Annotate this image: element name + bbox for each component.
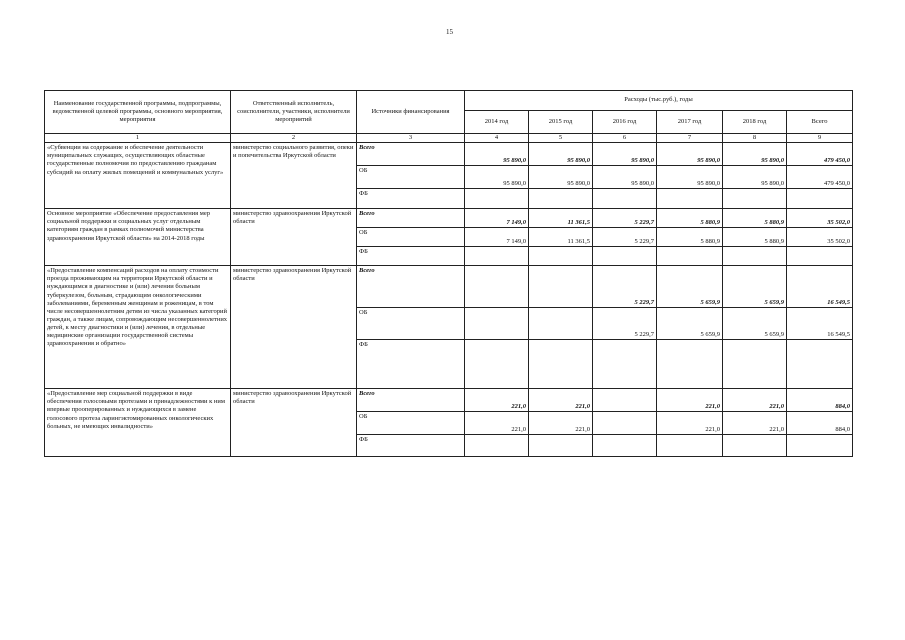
value-total-cell: 884,0: [787, 389, 853, 412]
value-cell: [465, 266, 529, 308]
column-number: 9: [787, 134, 853, 143]
source-federal-budget: ФБ: [357, 247, 465, 266]
value-cell: 5 659,9: [723, 308, 787, 340]
table-row: [45, 209, 853, 228]
value-cell: [465, 247, 529, 266]
value-cell: [657, 340, 723, 389]
table-row: [45, 143, 853, 166]
value-cell: [657, 189, 723, 209]
value-cell: [529, 266, 593, 308]
value-cell: 11 361,5: [529, 209, 593, 228]
value-total-cell: [787, 189, 853, 209]
value-total-cell: 479 450,0: [787, 166, 853, 189]
source-regional-budget: ОБ: [357, 412, 465, 435]
value-cell: [593, 412, 657, 435]
value-cell: 5 229,7: [593, 308, 657, 340]
column-number: 8: [723, 134, 787, 143]
source-total: Всего: [357, 266, 465, 308]
column-number: 7: [657, 134, 723, 143]
source-total: Всего: [357, 389, 465, 412]
value-total-cell: 35 502,0: [787, 209, 853, 228]
value-cell: 95 890,0: [657, 143, 723, 166]
executor-name: министерство здравоохранения Иркутской области: [231, 389, 357, 457]
source-regional-budget: ОБ: [357, 228, 465, 247]
value-cell: [723, 340, 787, 389]
value-cell: 7 149,0: [465, 228, 529, 247]
expenditure-table: [44, 90, 853, 457]
header-sources: Источники финансирования: [357, 91, 465, 134]
value-total-cell: 16 549,5: [787, 308, 853, 340]
value-cell: 11 361,5: [529, 228, 593, 247]
table-row: [45, 266, 853, 308]
value-total-cell: 35 502,0: [787, 228, 853, 247]
header-year: 2017 год: [657, 111, 723, 134]
value-cell: 95 890,0: [529, 143, 593, 166]
value-cell: [529, 435, 593, 457]
value-cell: 95 890,0: [593, 143, 657, 166]
value-cell: [465, 189, 529, 209]
value-cell: [529, 308, 593, 340]
value-cell: 5 229,7: [593, 228, 657, 247]
executor-name: министерство здравоохранения Иркутской области: [231, 209, 357, 266]
value-cell: [465, 340, 529, 389]
header-year: 2014 год: [465, 111, 529, 134]
value-cell: [593, 340, 657, 389]
source-total: Всего: [357, 209, 465, 228]
value-cell: [529, 340, 593, 389]
source-federal-budget: ФБ: [357, 435, 465, 457]
measure-name: «Субвенции на содержание и обеспечение деятельности муниципальных служащих, осуществляющих областные государственные полномочия по предоставлению гражданам субсидий на оплату жилых помещений и коммунальных услуг»: [45, 143, 231, 209]
value-cell: 221,0: [723, 389, 787, 412]
source-regional-budget: ОБ: [357, 308, 465, 340]
value-total-cell: 884,0: [787, 412, 853, 435]
column-number: 1: [45, 134, 231, 143]
value-cell: 221,0: [723, 412, 787, 435]
executor-name: министерство здравоохранения Иркутской области: [231, 266, 357, 389]
value-cell: 5 229,7: [593, 266, 657, 308]
value-cell: 221,0: [465, 389, 529, 412]
value-cell: 95 890,0: [593, 166, 657, 189]
value-cell: 95 890,0: [723, 143, 787, 166]
value-cell: [529, 189, 593, 209]
value-cell: [593, 389, 657, 412]
header-year: 2015 год: [529, 111, 593, 134]
value-cell: [723, 247, 787, 266]
value-total-cell: 479 450,0: [787, 143, 853, 166]
value-cell: 95 890,0: [465, 166, 529, 189]
header-year: 2016 год: [593, 111, 657, 134]
measure-name: Основное мероприятие «Обеспечение предоставления мер социальной поддержки и социальных услуг отдельным категориям граждан в рамках полномочий министерства здравоохранения Иркутской области» на 2014-2018 годы: [45, 209, 231, 266]
value-cell: [465, 308, 529, 340]
value-cell: 95 890,0: [465, 143, 529, 166]
value-cell: [593, 247, 657, 266]
column-number: 2: [231, 134, 357, 143]
value-cell: 95 890,0: [657, 166, 723, 189]
value-total-cell: 16 549,5: [787, 266, 853, 308]
header-total: Всего: [787, 111, 853, 134]
value-cell: 221,0: [657, 389, 723, 412]
value-cell: 221,0: [657, 412, 723, 435]
value-cell: 5 880,9: [723, 209, 787, 228]
column-number: 5: [529, 134, 593, 143]
value-cell: 5 659,9: [723, 266, 787, 308]
value-cell: 5 880,9: [657, 228, 723, 247]
value-cell: 5 880,9: [657, 209, 723, 228]
table-body: [45, 91, 853, 457]
value-cell: 95 890,0: [529, 166, 593, 189]
table-row: [45, 389, 853, 412]
column-number: 6: [593, 134, 657, 143]
value-cell: [529, 247, 593, 266]
value-cell: 221,0: [529, 412, 593, 435]
value-cell: 221,0: [529, 389, 593, 412]
value-cell: [465, 435, 529, 457]
value-cell: 221,0: [465, 412, 529, 435]
source-federal-budget: ФБ: [357, 189, 465, 209]
source-regional-budget: ОБ: [357, 166, 465, 189]
value-cell: [593, 189, 657, 209]
measure-name: «Предоставление мер социальной поддержки в виде обеспечения голосовыми протезами и принадлежностями к ним впервые проопериpованных и нуждающихся в замене голосового протеза ларингэктомированных онкологических больных, не имеющих инвалидности»: [45, 389, 231, 457]
value-cell: [723, 189, 787, 209]
executor-name: министерство социального развития, опеки и попечительства Иркутской области: [231, 143, 357, 209]
source-total: Всего: [357, 143, 465, 166]
value-cell: 95 890,0: [723, 166, 787, 189]
value-total-cell: [787, 247, 853, 266]
value-cell: [657, 247, 723, 266]
column-number: 3: [357, 134, 465, 143]
value-cell: 5 229,7: [593, 209, 657, 228]
header-year: 2018 год: [723, 111, 787, 134]
header-name: Наименование государственной программы, подпрограммы, ведомственной целевой программы, основного мероприятия, мероприятия: [45, 91, 231, 134]
value-cell: [723, 435, 787, 457]
value-total-cell: [787, 435, 853, 457]
value-cell: 5 880,9: [723, 228, 787, 247]
header-expenses: Расходы (тыс.руб.), годы: [465, 91, 853, 111]
page-number: 15: [446, 28, 453, 36]
value-total-cell: [787, 340, 853, 389]
value-cell: [657, 435, 723, 457]
value-cell: 5 659,9: [657, 266, 723, 308]
source-federal-budget: ФБ: [357, 340, 465, 389]
value-cell: [593, 435, 657, 457]
value-cell: 7 149,0: [465, 209, 529, 228]
measure-name: «Предоставление компенсаций расходов на оплату стоимости проезда проживающим на территории Иркутской области и нуждающимся в диагностике и (или) лечении больным туберкулезом, больным, страдающим онкологическими заболеваниями, беременным женщинам и роженицам, в том числе несовершеннолетним детям из числа указанных категорий граждан, а также лицам, сопровождающим несовершеннолетних детей, к месту диагностики и (или) лечения, в отдельные медицинские организации государственной системы здравоохранения и обратно»: [45, 266, 231, 389]
value-cell: 5 659,9: [657, 308, 723, 340]
header-executor: Ответственный исполнитель, соисполнители, участники, исполнители мероприятий: [231, 91, 357, 134]
column-number: 4: [465, 134, 529, 143]
